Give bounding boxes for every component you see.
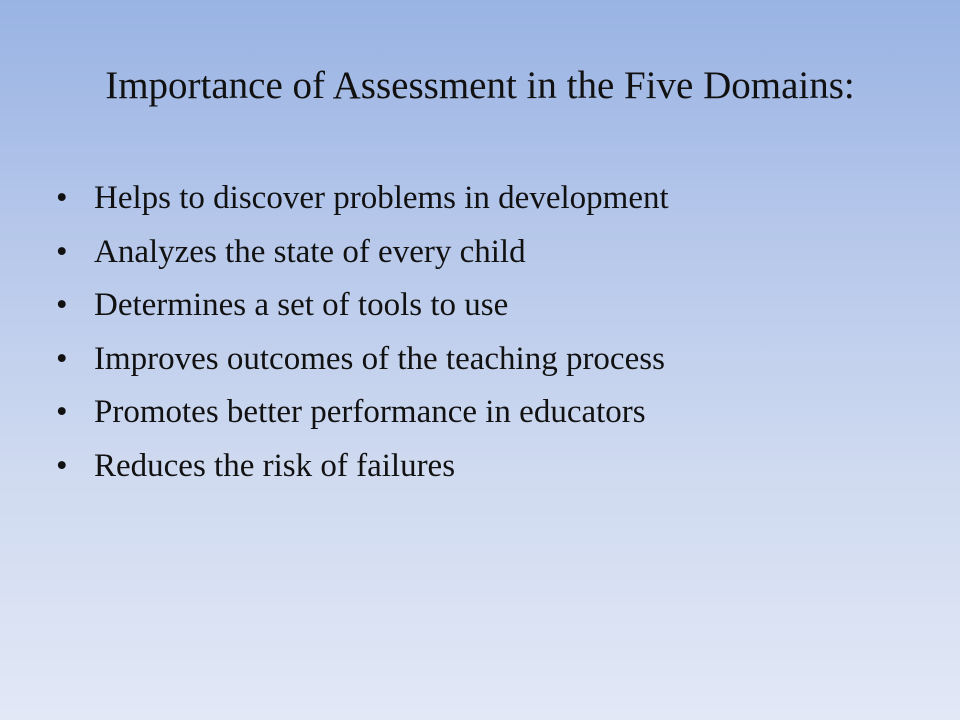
bullet-list bbox=[56, 172, 916, 493]
bullet-marker: • bbox=[56, 340, 68, 377]
bullet-item bbox=[56, 440, 916, 494]
bullet-marker: • bbox=[56, 447, 68, 484]
bullet-marker: • bbox=[56, 287, 68, 323]
bullet-text: Analyzes the state of every child bbox=[94, 233, 526, 270]
bullet-text: Determines a set of tools to use bbox=[94, 287, 509, 323]
bullet-marker: • bbox=[56, 233, 68, 270]
bullet-item bbox=[56, 172, 916, 226]
bullet-text: Helps to discover problems in development bbox=[94, 180, 669, 216]
bullet-text: Improves outcomes of the teaching process bbox=[94, 340, 665, 377]
bullet-text: Promotes better performance in educators bbox=[94, 394, 646, 430]
slide-title: Importance of Assessment in the Five Domains: bbox=[105, 64, 855, 107]
bullet-item bbox=[56, 226, 916, 280]
bullet-item bbox=[56, 333, 916, 387]
bullet-item bbox=[56, 279, 916, 333]
bullet-marker: • bbox=[56, 394, 68, 430]
bullet-item bbox=[56, 386, 916, 440]
bullet-marker: • bbox=[56, 180, 68, 216]
bullet-text: Reduces the risk of failures bbox=[94, 447, 456, 484]
